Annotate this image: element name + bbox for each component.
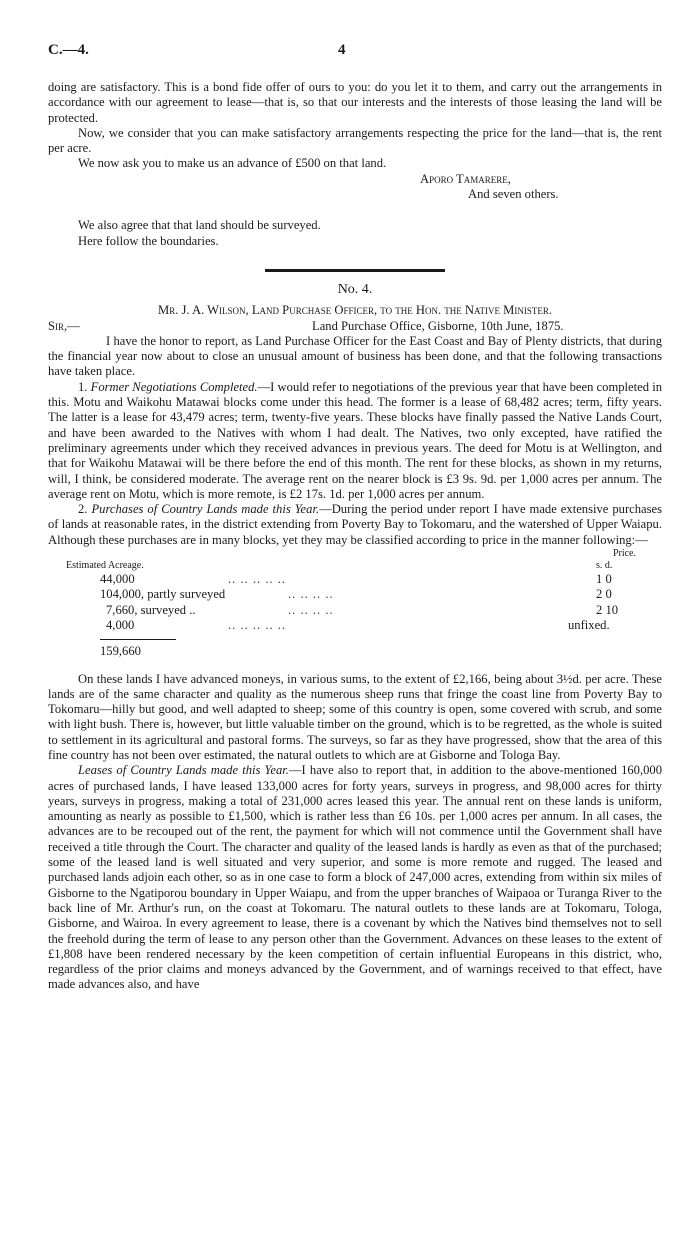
row-acreage: 104,000, partly surveyed xyxy=(100,587,226,602)
section-3 xyxy=(48,763,662,992)
letter-intro: I have the honor to report, as Land Purchase Officer for the East Coast and Bay of Plenty districts, that during the financial year now about to close an unusual amount of business has been done, and that the following transactions have taken place. xyxy=(48,333,662,379)
row-price: 1 0 xyxy=(596,572,612,587)
page-header xyxy=(48,42,662,62)
intro-paragraph-3: We now ask you to make us an advance of £500 on that land. xyxy=(78,156,387,171)
advances-paragraph: On these lands I have advanced moneys, in various sums, to the extent of £2,166, being about 3½d. per acre. These lands are of the same character and quality as the numerous sheep runs that fringe the coast line from Poverty Bay to Tokomaru—hilly but good, and well adapted to sheep; some of this country is open, some covered with scrub, and some with light bush. There is, however, but little valuable timber on the ground, which is to be regretted, as the whole is suited to settlement in its agricultural and pastoral forms. The surveys, so far as they have progressed, show that the area of this fine country has not been over estimated, the natural outlets to which are at Gisborne and Tologa Bay. xyxy=(48,671,662,762)
intro-paragraph-1: doing are satisfactory. This is a bond fide offer of ours to you: do you let it to them, and carry out the arrangements in accordance with our agreement to lease—that is, so that our interests and the interests of those leasing the land will be protected. xyxy=(48,80,662,125)
intro-paragraph-2: Now, we consider that you can make satisfactory arrangements respecting the price for the land—that is, the rent per acre. xyxy=(48,125,662,156)
letter-address: Land Purchase Office, Gisborne, 10th June, 1875. xyxy=(312,318,564,333)
salutation: Sir,— xyxy=(48,318,80,333)
section-2-heading: Purchases of Country Lands made this Year. xyxy=(91,502,320,517)
price-units-header: s. d. xyxy=(596,560,613,572)
section-1 xyxy=(48,380,662,502)
row-acreage: 44,000 xyxy=(100,572,135,587)
section-3-heading: Leases of Country Lands made this Year. xyxy=(78,763,289,778)
section-2 xyxy=(48,502,662,548)
signature-name: Aporo Tamarere, xyxy=(420,171,511,186)
letter-title: Mr. J. A. Wilson, Land Purchase Officer, to the Hon. the Native Minister. xyxy=(158,303,552,318)
intro-paragraph-5: Here follow the boundaries. xyxy=(78,233,219,248)
leader-dots: .. .. .. .. .. xyxy=(228,617,287,632)
price-table xyxy=(48,548,662,659)
row-price: 2 0 xyxy=(596,587,612,602)
section-1-heading: Former Negotiations Completed. xyxy=(90,379,258,394)
table-row xyxy=(48,587,662,602)
section-2-number: 2. xyxy=(78,502,88,517)
total-rule xyxy=(100,639,176,640)
price-column-header: Price. xyxy=(612,548,636,560)
letter-number: No. 4. xyxy=(337,281,373,297)
section-1-number: 1. xyxy=(78,379,88,394)
table-row xyxy=(48,618,662,633)
page-body xyxy=(48,80,662,993)
salutation-line xyxy=(48,319,662,334)
acreage-column-header: Estimated Acreage. xyxy=(66,560,144,572)
section-1-text: —I would refer to negotiations of the previous year that have been completed in this. Motu and Waikohu Matawai blocks come under this head. The former is a lease of 68,482 acres; term, fifty years. The latter is a lease for 43,479 acres; term, twenty-five years. These blocks have finally passed the Native Lands Court, and have been awarded to the Natives with whom I had dealt. The Natives, two only excepted, have ratified the preliminary agreements under which they received advances in previous years. The deed for Motu is at Wellington, and that for Waikohu Matawai will be there before the end of this month. The rent for these blocks, as shown in my returns, will, I think, be considered moderate. The average rent on the nearer block is £3 9s. 9d. per 1,000 acres per annum. The average rent on Motu, which is more remote, is £2 17s. 1d. per 1,000 acres per annum. xyxy=(48,379,662,501)
row-price: unfixed. xyxy=(568,617,610,632)
table-row xyxy=(48,603,662,618)
leader-dots: .. .. .. .. .. xyxy=(228,572,287,587)
leader-dots: .. .. .. .. xyxy=(288,602,334,617)
signature-others: And seven others. xyxy=(468,187,559,202)
intro-paragraph-4: We also agree that that land should be surveyed. xyxy=(78,218,321,233)
section-divider xyxy=(265,269,445,272)
leader-dots: .. .. .. .. xyxy=(288,587,334,602)
section-2-text: —During the period under report I have made extensive purchases of lands at reasonable rates, in the district extending from Poverty Bay to Tokomaru, and the watershed of Upper Waiapu. Although these purchases are in many blocks, yet they may be classified according to price in the manner following:— xyxy=(48,502,663,547)
row-price: 2 10 xyxy=(596,602,619,617)
table-row xyxy=(48,572,662,587)
row-acreage: 4,000 xyxy=(106,617,135,632)
row-acreage: 7,660, surveyed .. xyxy=(106,602,196,617)
section-3-text: —I have also to report that, in addition to the above-mentioned 160,000 acres of purchased lands, I have leased 133,000 acres for forty years, surveys in progress, and 98,000 acres for thirty years, surveys in progress, making a total of 231,000 acres leased this year. The annual rent on these lands is uniform, amounting as nearly as possible to £1,500, which is rather less than £6 10s. per 1,000 acres per annum. In all cases, the advances are to be recouped out of the rent, the payment for which will not commence until the Government shall have received a title through the Court. The character and quality of the leased lands is hardly as even as that of the purchased; some of the leased land is well situated and very superior, and some is more remote and rugged. The leased and purchased lands adjoin each other, so as in one case to form a block of 247,000 acres, extending from within six miles of Gisborne to the Ngatiporou boundary in Upper Waiapu, and from the upper branches of Waipaoa or Turanga River to the back line of Mr. Arthur's run, on the coast at Tokomaru. The natural outlets to these lands are at Tokomaru, Tologa, Gisborne, and Wairoa. In every agreement to lease, there is a covenant by which the Natives bind themselves not to sell the freehold during the term of lease to any person other than the Government. Advances on these leases to the extent of £1,808 have been rendered necessary by the keen competition of certain influential Europeans in this district, who, regardless of the prior claims and moneys advanced by the Government, and of warnings received to that effect, have made advances also, and have xyxy=(48,763,663,992)
document-code: C.—4. xyxy=(48,42,89,58)
page-number: 4 xyxy=(338,42,346,58)
table-total: 159,660 xyxy=(100,644,141,659)
